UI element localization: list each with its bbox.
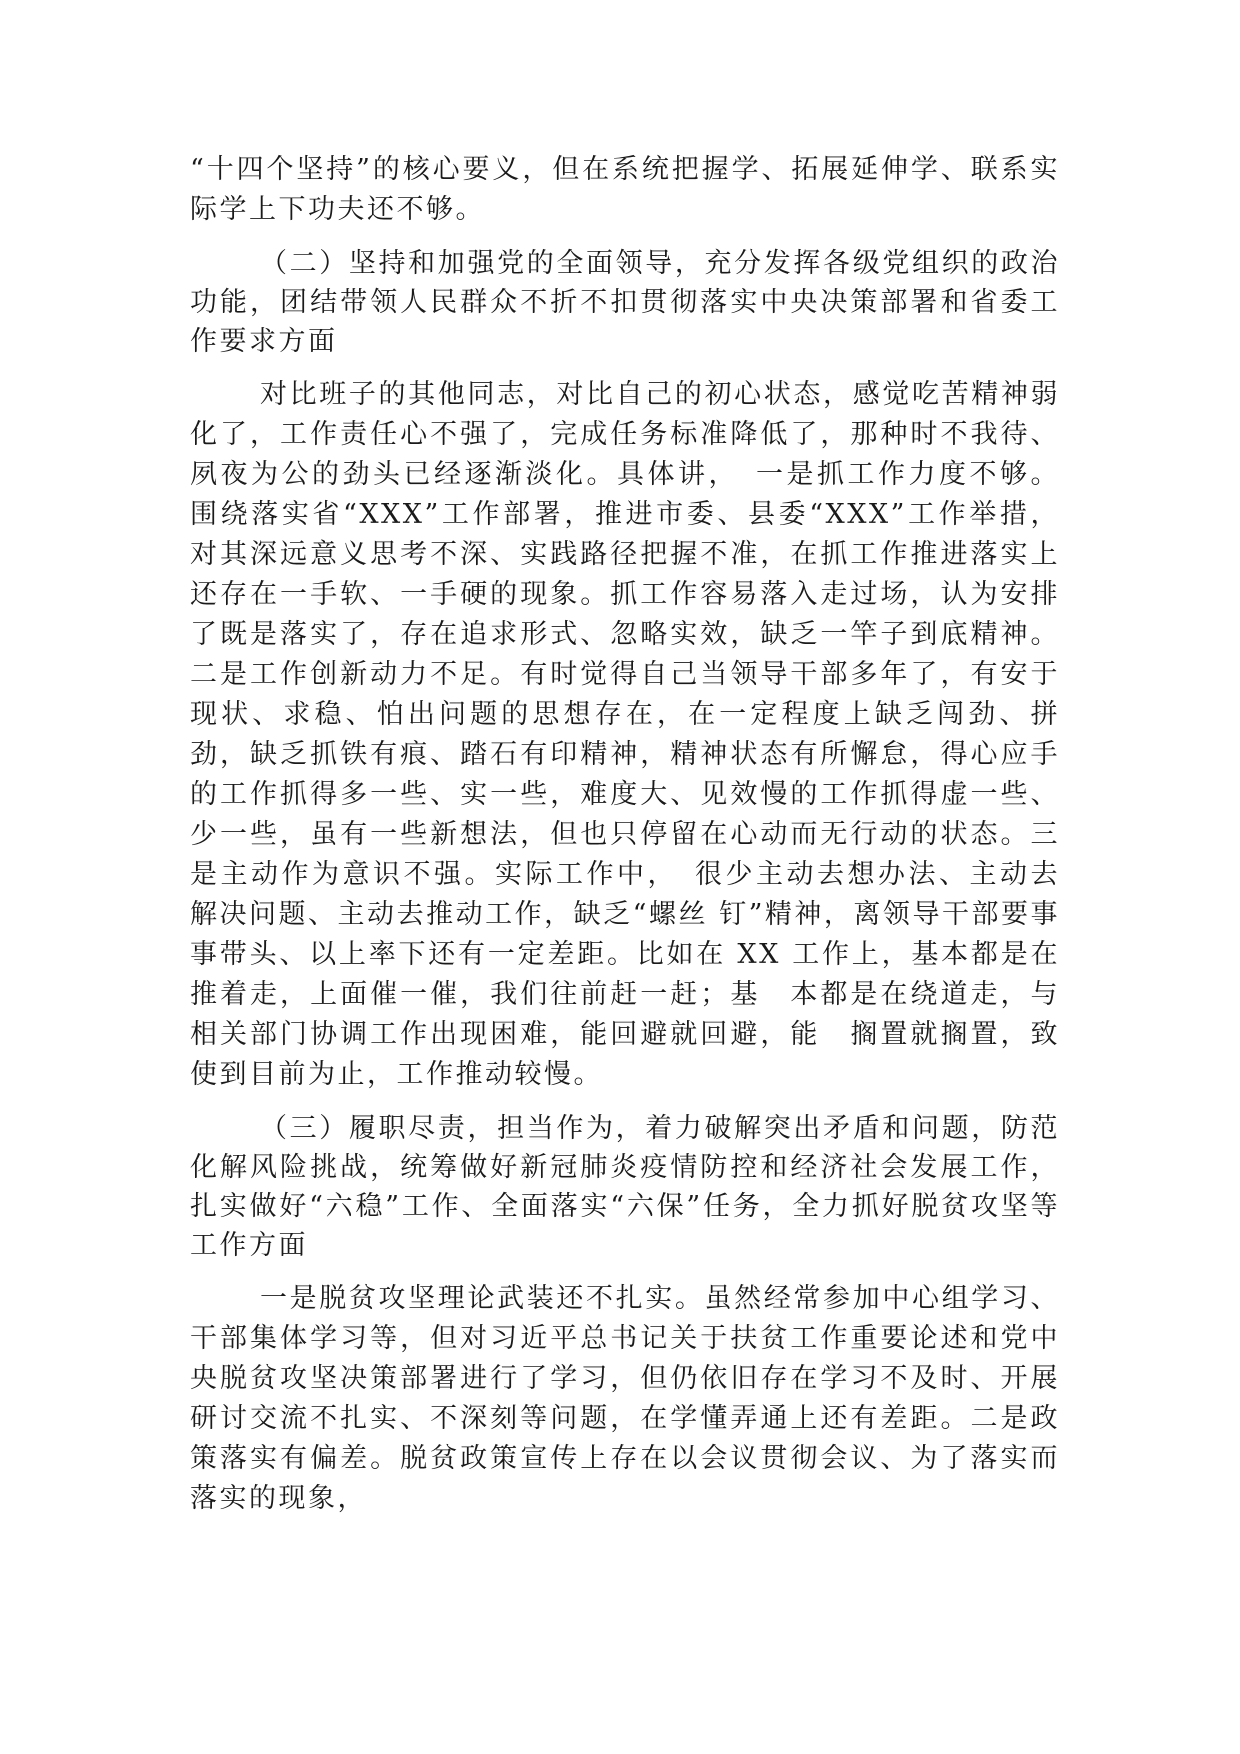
paragraph-body: 一是脱贫攻坚理论武装还不扎实。虽然经常参加中心组学习、干部集体学习等，但对习近平总书记关于扶贫工作重要论述和党中央脱贫攻坚决策部署进行了学习，但仍依旧存在学习不及时、开展研讨交流不扎实、不深刻等问题，在学懂弄通上还有差距。二是政策落实有偏差。脱贫政策宣传上存在以会议贯彻会议、为了落实而落实的现象， [190,1283,1060,1514]
paragraph-continuation: “十四个坚持”的核心要义，但在系统把握学、拓展延伸学、联系实际学上下功夫还不够。 [190,154,1060,225]
section-heading-3: （三）履职尽责，担当作为，着力破解突出矛盾和问题，防范化解风险挑战，统筹做好新冠肺炎疫情防控和经济社会发展工作，扎实做好“六稳”工作、全面落实“六保”任务，全力抓好脱贫攻坚等工作方面 [190,1113,1060,1261]
section-heading-2: （二）坚持和加强党的全面领导，充分发挥各级党组织的政治功能，团结带领人民群众不折不扣贯彻落实中央决策部署和省委工作要求方面 [190,248,1060,357]
paragraph-body: 对比班子的其他同志，对比自己的初心状态，感觉吃苦精神弱化了，工作责任心不强了，完成任务标准降低了，那种时不我待、夙夜为公的劲头已经逐渐淡化。具体讲， 一是抓工作力度不够。围绕落实省“XXX”工作部署，推进市委、县委“XXX”工作举措，对其深远意义思考不深、实践路径把握不准，在抓工作推进落实上还存在一手软、一手硬的现象。抓工作容易落入走过场，认为安排了既是落实了，存在追求形式、忽略实效，缺乏一竿子到底精神。二是工作创新动力不足。有时觉得自己当领导干部多年了，有安于现状、求稳、怕出问题的思想存在，在一定程度上缺乏闯劲、拼劲，缺乏抓铁有痕、踏石有印精神，精神状态有所懈怠，得心应手的工作抓得多一些、实一些，难度大、见效慢的工作抓得虚一些、少一些，虽有一些新想法，但也只停留在心动而无行动的状态。三是主动作为意识不强。实际工作中， 很少主动去想办法、主动去解决问题、主动去推动工作，缺乏“螺丝 钉”精神，离领导干部要事事带头、以上率下还有一定差距。比如在 XX 工作上，基本都是在推着走，上面催一催，我们往前赶一赶；基 本都是在绕道走，与相关部门协调工作出现困难，能回避就回避，能 搁置就搁置，致使到目前为止，工作推动较慢。 [190,379,1060,1090]
document-page [190,150,1060,1519]
